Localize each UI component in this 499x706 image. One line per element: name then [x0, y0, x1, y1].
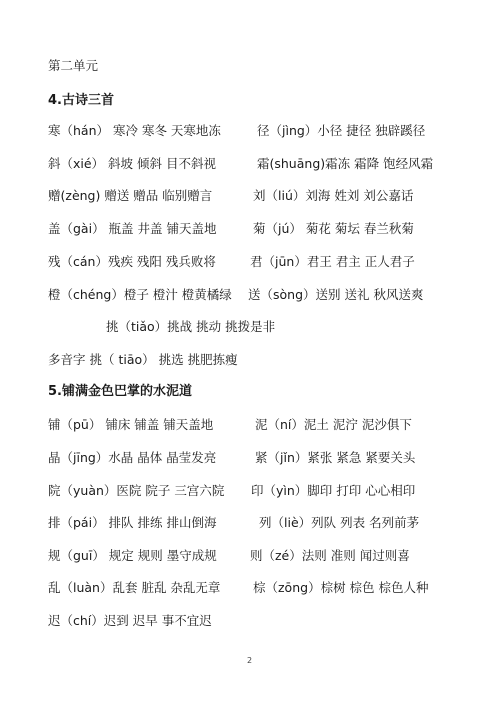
- lesson5-row-2-right: 紧（jǐn）紧张 紧急 紧要关头: [255, 450, 416, 465]
- lesson5-row-1-left: 铺（pū） 铺床 铺盖 铺天盖地: [48, 417, 214, 432]
- lesson5-row-6-left: 乱（luàn）乱套 脏乱 杂乱无章: [48, 580, 221, 595]
- lesson4-row-3-right: 刘（liú）刘海 姓刘 刘公嘉话: [253, 188, 414, 203]
- lesson4-row-3-left: 赠(zèng) 赠送 赠品 临别赠言: [48, 188, 213, 203]
- lesson4-title: 4.古诗三首: [48, 93, 114, 108]
- lesson5-row-1-right: 泥（ní）泥土 泥泞 泥沙俱下: [255, 417, 412, 432]
- lesson5-row-5-right: 则（zé）法则 准则 闻过则喜: [250, 548, 410, 563]
- lesson4-row-4-left: 盖（gài） 瓶盖 井盖 铺天盖地: [48, 221, 217, 236]
- lesson4-row-5-right: 君（jūn）君王 君主 正人君子: [250, 254, 415, 269]
- lesson4-row-1-right: 径（jìng）小径 捷径 独辟蹊径: [257, 123, 426, 138]
- lesson5-row-6-right: 棕（zōng）棕树 棕色 棕色人种: [253, 580, 429, 595]
- lesson5-row-3-right: 印（yìn）脚印 打印 心心相印: [251, 483, 416, 498]
- lesson4-row-1-left: 寒（hán） 寒冷 寒冬 天寒地冻: [48, 123, 221, 138]
- lesson4-extra-line: 挑（tiǎo）挑战 挑动 挑拨是非: [106, 319, 276, 334]
- lesson4-row-6-right: 送（sòng）送别 送礼 秋风送爽: [248, 287, 424, 302]
- lesson4-row-2-right: 霜(shuāng)霜冻 霜降 饱经风霜: [257, 156, 434, 171]
- lesson4-row-2-left: 斜（xié） 斜坡 倾斜 目不斜视: [48, 156, 216, 171]
- lesson5-title: 5.铺满金色巴掌的水泥道: [48, 384, 192, 399]
- unit-title: 第二单元: [48, 58, 99, 73]
- lesson5-last-line: 迟（chí）迟到 迟早 事不宜迟: [48, 613, 212, 628]
- lesson5-row-4-right: 列（liè）列队 列表 名列前茅: [259, 515, 420, 530]
- lesson4-row-6-left: 橙（chéng）橙子 橙汁 橙黄橘绿: [48, 287, 232, 302]
- polyphone-line: 多音字 挑（ tiāo） 挑选 挑肥拣瘦: [48, 352, 238, 367]
- lesson5-row-2-left: 晶（jīng）水晶 晶体 晶莹发亮: [48, 450, 217, 465]
- lesson5-row-4-left: 排（pái） 排队 排练 排山倒海: [48, 515, 217, 530]
- page-number: 2: [246, 656, 253, 665]
- lesson5-row-3-left: 院（yuàn）医院 院子 三宫六院: [48, 483, 225, 498]
- lesson5-row-5-left: 规（guī） 规定 规则 墨守成规: [48, 548, 217, 563]
- lesson4-row-5-left: 残（cán）残疾 残阳 残兵败将: [48, 254, 216, 269]
- lesson4-row-4-right: 菊（jú） 菊花 菊坛 春兰秋菊: [253, 221, 414, 236]
